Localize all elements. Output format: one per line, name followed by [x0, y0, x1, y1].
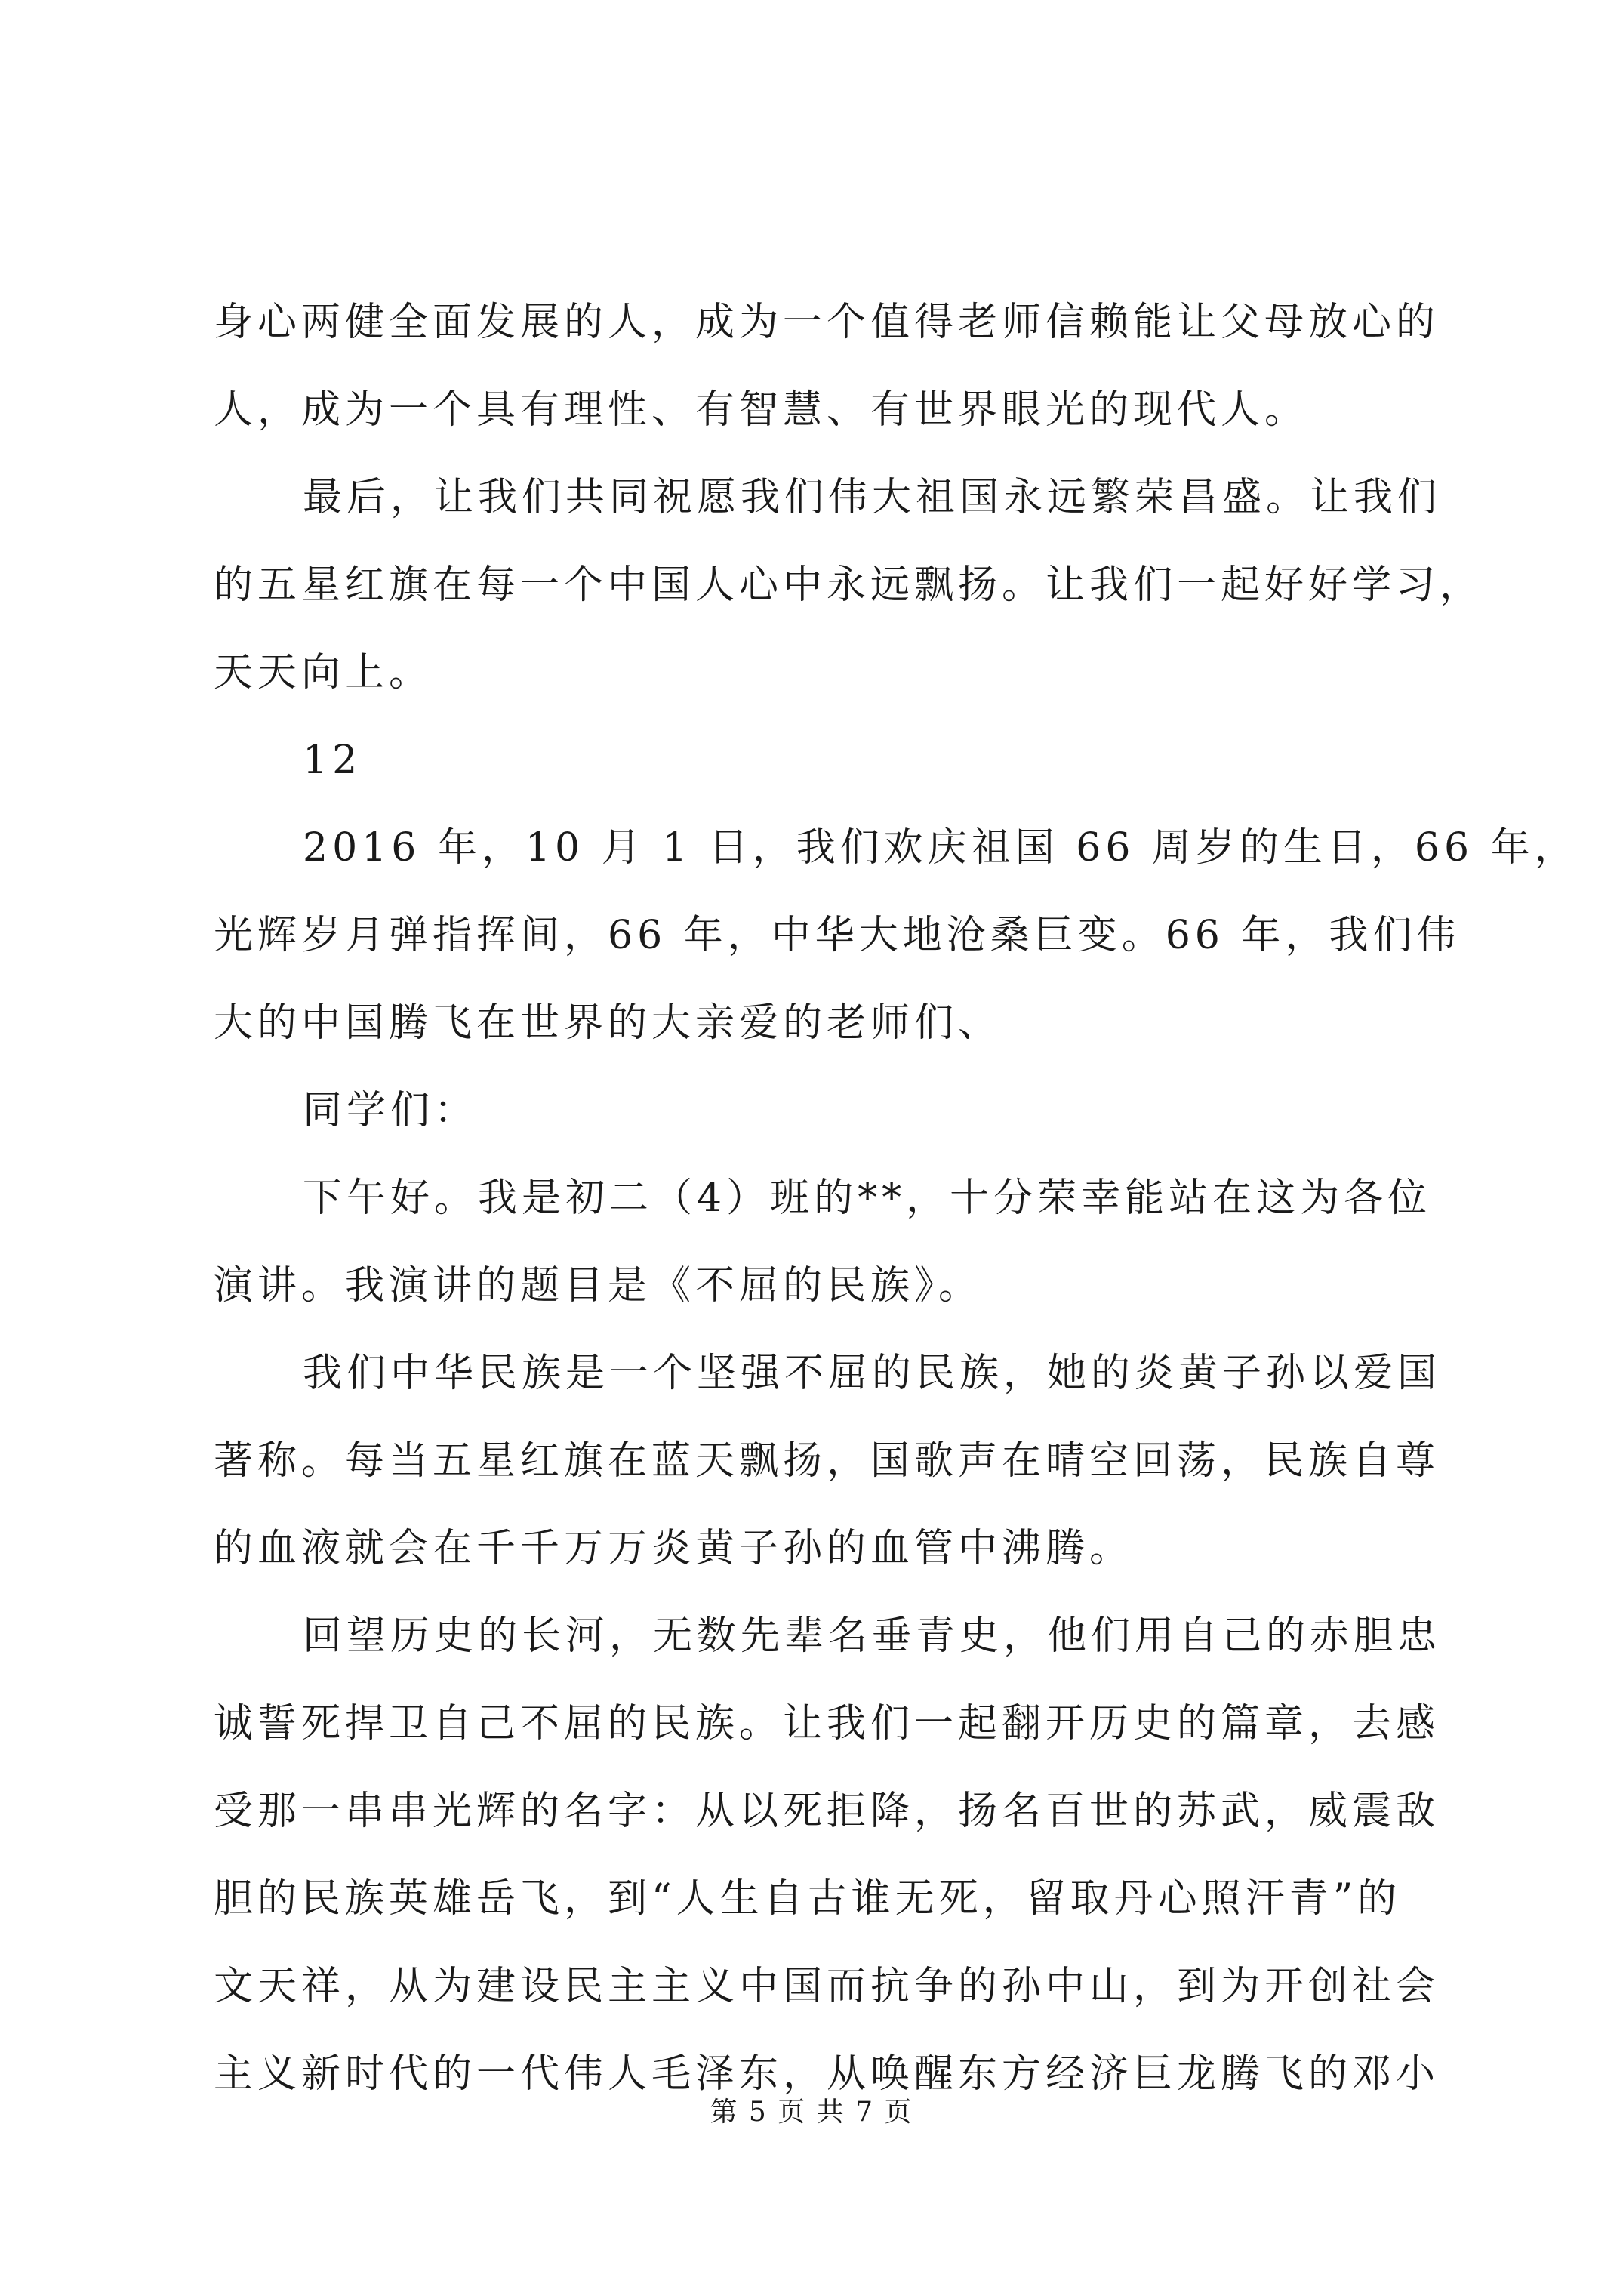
document-body: [214, 298, 1578, 2137]
text-line: 最后，让我们共同祝愿我们伟大祖国永远繁荣昌盛。让我们: [303, 475, 1442, 520]
text-line: 人，成为一个具有理性、有智慧、有世界眼光的现代人。: [214, 387, 1309, 433]
text-line: 我们中华民族是一个坚强不屈的民族，她的炎黄子孙以爱国: [303, 1351, 1442, 1396]
text-line: 光辉岁月弹指挥间，66 年，中华大地沧桑巨变。66 年，我们伟: [214, 913, 1461, 958]
text-line: 回望历史的长河，无数先辈名垂青史，他们用自己的赤胆忠: [303, 1613, 1442, 1659]
text-line: 胆的民族英雄岳飞，到“人生自古谁无死，留取丹心照汗青”的: [214, 1876, 1402, 1922]
text-line: 同学们：: [303, 1088, 479, 1133]
text-line: 演讲。我演讲的题目是《不屈的民族》。: [214, 1263, 983, 1308]
text-line: 大的中国腾飞在世界的大亲爱的老师们、: [214, 1000, 1002, 1046]
text-line: 著称。每当五星红旗在蓝天飘扬，国歌声在晴空回荡，民族自尊: [214, 1438, 1440, 1484]
text-line: 身心两健全面发展的人，成为一个值得老师信赖能让父母放心的: [214, 300, 1440, 345]
text-line: 2016 年，10 月 1 日，我们欢庆祖国 66 周岁的生日，66 年，: [303, 825, 1578, 871]
text-line: 的血液就会在千千万万炎黄子孙的血管中沸腾。: [214, 1526, 1134, 1571]
text-line: 受那一串串光辉的名字：从以死拒降，扬名百世的苏武，威震敌: [214, 1789, 1440, 1834]
text-line: 12: [303, 738, 362, 783]
text-line: 文天祥，从为建设民主主义中国而抗争的孙中山，到为开创社会: [214, 1964, 1440, 2009]
text-line: 诚誓死捍卫自己不屈的民族。让我们一起翻开历史的篇章，去感: [214, 1701, 1440, 1746]
page-number-footer: 第 5 页 共 7 页: [710, 2097, 913, 2128]
text-line: 主义新时代的一代伟人毛泽东，从唤醒东方经济巨龙腾飞的邓小: [214, 2051, 1440, 2097]
text-line: 的五星红旗在每一个中国人心中永远飘扬。让我们一起好好学习，: [214, 562, 1484, 608]
text-line: 天天向上。: [214, 650, 433, 695]
text-line: 下午好。我是初二（4）班的**，十分荣幸能站在这为各位: [303, 1176, 1432, 1221]
